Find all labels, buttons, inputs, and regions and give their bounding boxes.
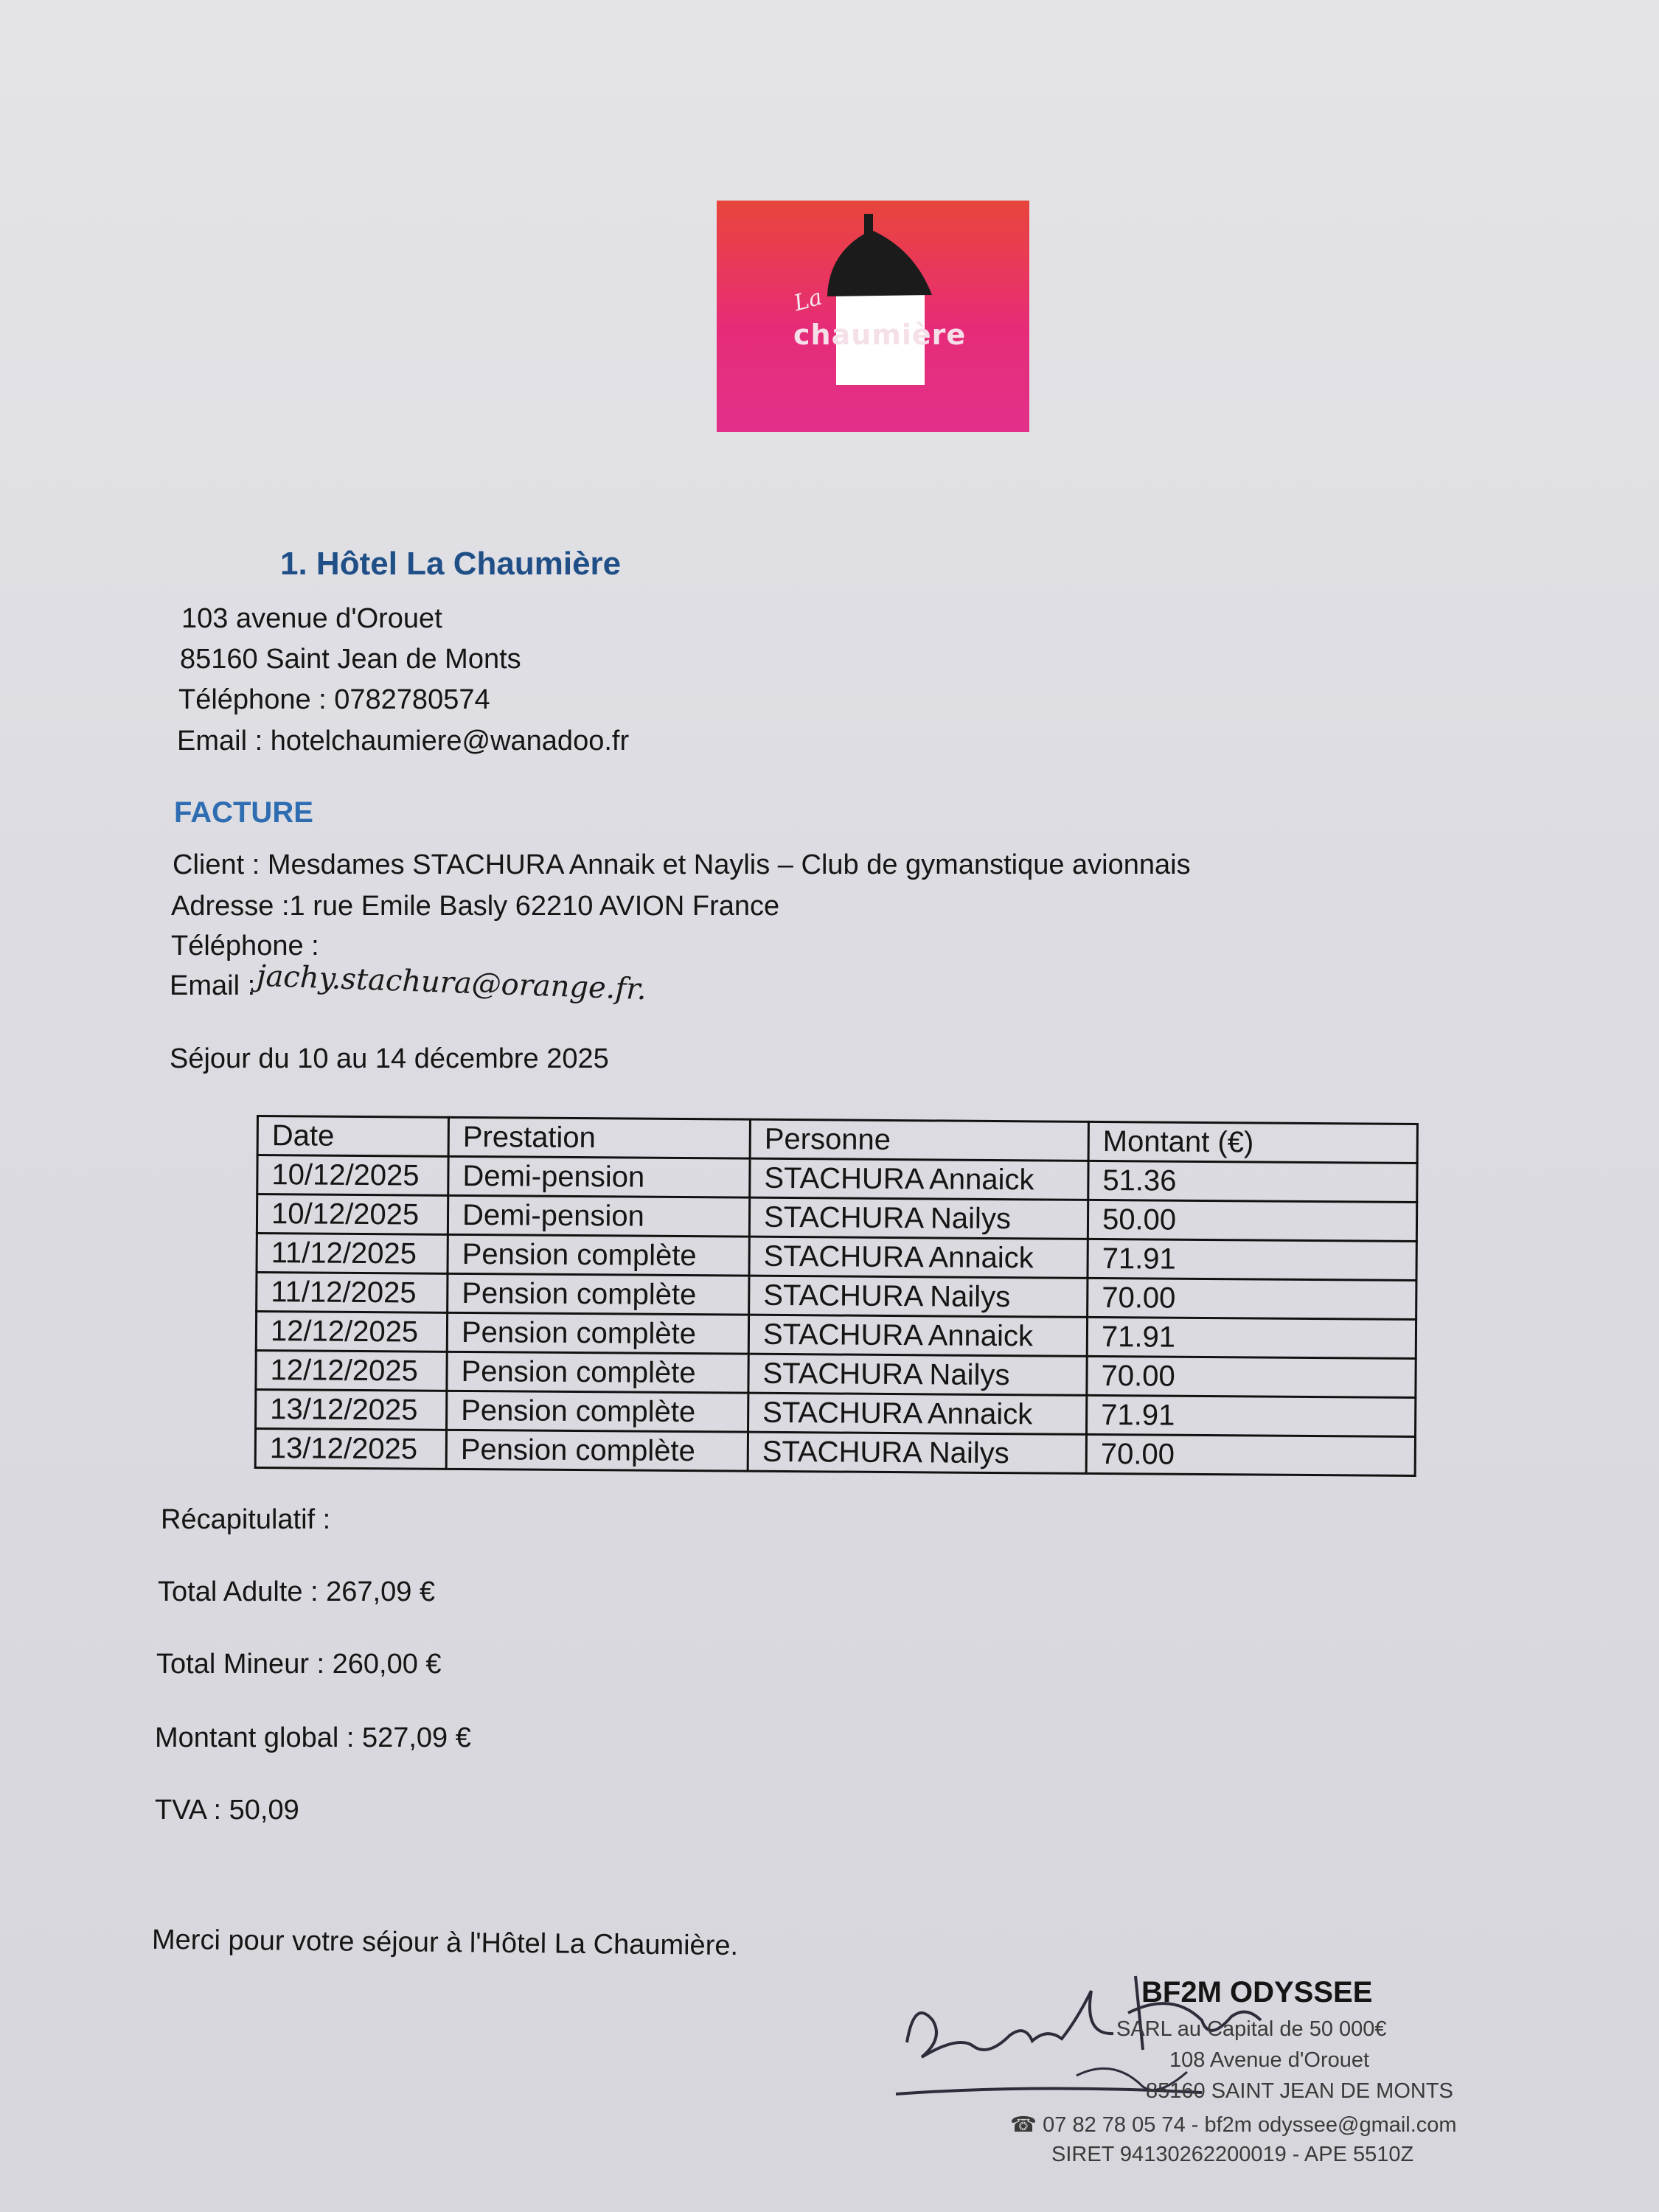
cell-date: 13/12/2025 xyxy=(255,1429,446,1470)
client-phone-label: Téléphone : xyxy=(171,931,319,961)
invoice-title: FACTURE xyxy=(174,796,313,829)
cell-service: Demi-pension xyxy=(448,1156,750,1197)
stay-dates: Séjour du 10 au 14 décembre 2025 xyxy=(170,1043,609,1074)
cell-date: 12/12/2025 xyxy=(256,1351,447,1391)
invoice-table xyxy=(254,1115,1419,1477)
stamp-contact: ☎ 07 82 78 05 74 - bf2m odyssee@gmail.com xyxy=(1010,2113,1457,2137)
cell-amount: 70.00 xyxy=(1088,1278,1416,1319)
cell-service: Pension complète xyxy=(448,1234,749,1276)
cell-person: STACHURA Annaick xyxy=(748,1315,1087,1356)
stamp-siret: SIRET 94130262200019 - APE 5510Z xyxy=(1051,2143,1414,2166)
summary-global-total: Montant global : 527,09 € xyxy=(155,1722,471,1753)
stamp-capital: SARL au Capital de 50 000€ xyxy=(1116,2017,1387,2041)
cell-service: Pension complète xyxy=(447,1312,748,1354)
hotel-phone: Téléphone : 0782780574 xyxy=(178,684,490,715)
cottage-logo-icon xyxy=(717,201,1029,432)
header-date: Date xyxy=(257,1116,448,1157)
hotel-heading: 1. Hôtel La Chaumière xyxy=(280,546,622,582)
cell-service: Pension complète xyxy=(446,1430,748,1471)
cell-date: 12/12/2025 xyxy=(256,1312,447,1352)
stamp-city: 85160 SAINT JEAN DE MONTS xyxy=(1146,2079,1453,2103)
header-amount: Montant (€) xyxy=(1088,1121,1417,1163)
client-line: Client : Mesdames STACHURA Annaik et Naylis – Club de gymanstique avionnais xyxy=(173,849,1191,880)
hotel-address-line1: 103 avenue d'Orouet xyxy=(181,603,442,634)
cell-date: 10/12/2025 xyxy=(257,1155,448,1196)
header-person: Personne xyxy=(750,1119,1088,1161)
logo-text-la: La xyxy=(791,284,825,317)
cell-amount: 70.00 xyxy=(1087,1356,1416,1397)
cell-amount: 50.00 xyxy=(1088,1200,1416,1241)
logo-text-word: chaumière xyxy=(793,319,967,351)
summary-minor-total: Total Mineur : 260,00 € xyxy=(156,1649,442,1680)
cell-amount: 70.00 xyxy=(1086,1434,1415,1475)
cell-person: STACHURA Annaick xyxy=(749,1237,1088,1278)
cell-service: Pension complète xyxy=(447,1352,748,1393)
cell-service: Pension complète xyxy=(448,1273,749,1315)
client-email-label: Email : xyxy=(170,970,256,1001)
table-row xyxy=(255,1429,1415,1476)
client-address: Adresse :1 rue Emile Basly 62210 AVION France xyxy=(171,891,780,922)
cell-date: 10/12/2025 xyxy=(257,1194,448,1235)
cell-service: Pension complète xyxy=(447,1391,748,1432)
thanks-message: Merci pour votre séjour à l'Hôtel La Chaumière. xyxy=(151,1924,739,1962)
cell-service: Demi-pension xyxy=(448,1195,749,1237)
header-service: Prestation xyxy=(448,1117,750,1158)
summary-tva: TVA : 50,09 xyxy=(155,1795,299,1826)
cell-person: STACHURA Nailys xyxy=(749,1276,1088,1317)
cell-amount: 71.91 xyxy=(1087,1395,1416,1436)
stamp-company: BF2M ODYSSEE xyxy=(1141,1976,1373,2008)
cell-date: 11/12/2025 xyxy=(257,1273,448,1313)
cell-amount: 71.91 xyxy=(1087,1317,1416,1358)
cell-amount: 71.91 xyxy=(1088,1239,1416,1280)
summary-title: Récapitulatif : xyxy=(161,1504,331,1535)
cell-person: STACHURA Annaick xyxy=(748,1393,1087,1434)
client-email-handwritten: jachy.stachura@orange.fr. xyxy=(256,959,647,1007)
summary-adult-total: Total Adulte : 267,09 € xyxy=(158,1576,436,1607)
cell-date: 13/12/2025 xyxy=(256,1390,447,1430)
cell-person: STACHURA Nailys xyxy=(748,1354,1087,1395)
hotel-email: Email : hotelchaumiere@wanadoo.fr xyxy=(177,726,630,757)
stamp-street: 108 Avenue d'Orouet xyxy=(1169,2048,1370,2072)
cell-person: STACHURA Nailys xyxy=(748,1432,1086,1473)
cell-amount: 51.36 xyxy=(1088,1161,1417,1202)
cell-person: STACHURA Nailys xyxy=(749,1197,1088,1239)
cell-person: STACHURA Annaick xyxy=(750,1158,1088,1200)
cell-date: 11/12/2025 xyxy=(257,1234,448,1274)
hotel-address-line2: 85160 Saint Jean de Monts xyxy=(180,644,521,675)
hotel-logo xyxy=(717,201,1029,432)
